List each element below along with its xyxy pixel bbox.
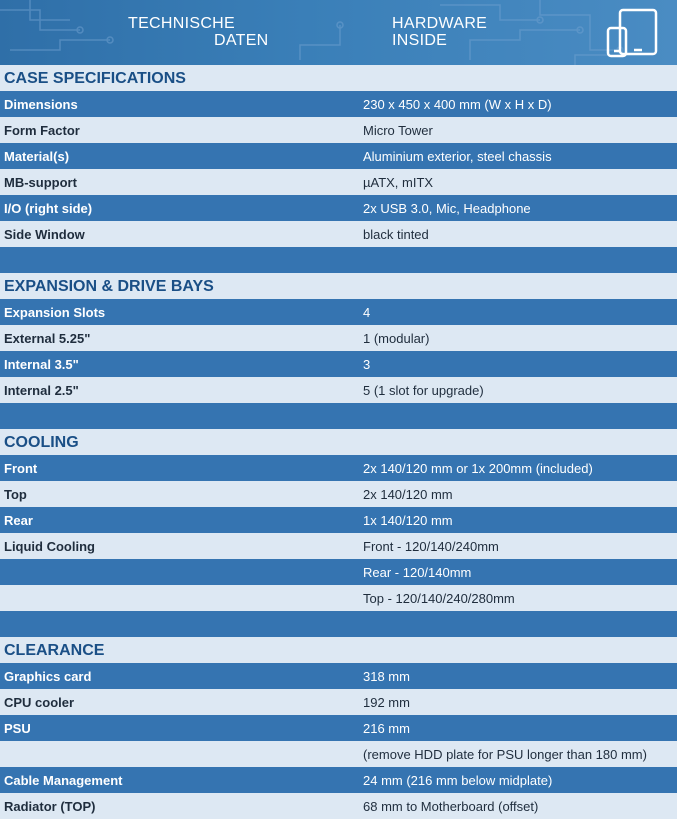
spec-value: (remove HDD plate for PSU longer than 180 mm) [363, 746, 647, 762]
spec-label: Internal 2.5" [4, 382, 79, 398]
spec-label: Cable Management [4, 772, 123, 788]
header-title-line1: TECHNISCHE [128, 15, 236, 32]
spec-row [0, 325, 677, 351]
section-divider [0, 247, 677, 273]
section-header [0, 637, 677, 663]
spec-value: 5 (1 slot for upgrade) [363, 382, 484, 398]
spec-row [0, 351, 677, 377]
spec-value: 3 [363, 356, 371, 372]
spec-value: 2x 140/120 mm [363, 486, 453, 502]
header-banner [0, 0, 677, 65]
spec-row [0, 377, 677, 403]
spec-label: Expansion Slots [4, 304, 106, 320]
circuit-pattern [0, 0, 677, 65]
header-title-line2: DATEN [214, 32, 269, 49]
spec-value: 2x USB 3.0, Mic, Headphone [363, 200, 531, 216]
spec-label: Graphics card [4, 668, 92, 684]
spec-label: Form Factor [4, 122, 80, 138]
spec-value: 192 mm [363, 694, 410, 710]
section-title: CASE SPECIFICATIONS [4, 70, 186, 87]
section-title: CLEARANCE [4, 642, 105, 659]
section-header [0, 65, 677, 91]
spec-value: 230 x 450 x 400 mm (W x H x D) [363, 96, 552, 112]
spec-value: black tinted [363, 226, 429, 242]
spec-value: 24 mm (216 mm below midplate) [363, 772, 553, 788]
spec-label: PSU [4, 720, 31, 736]
header-brand-line1: HARDWARE [392, 15, 488, 32]
spec-label: I/O (right side) [4, 200, 93, 216]
spec-row [0, 689, 677, 715]
spec-row [0, 299, 677, 325]
spec-value: Micro Tower [363, 122, 433, 138]
spec-row [0, 117, 677, 143]
spec-row [0, 455, 677, 481]
spec-row [0, 221, 677, 247]
section-title: EXPANSION & DRIVE BAYS [4, 278, 214, 295]
spec-value: 68 mm to Motherboard (offset) [363, 798, 539, 814]
spec-row [0, 143, 677, 169]
spec-row [0, 507, 677, 533]
spec-row [0, 559, 677, 585]
section-divider [0, 611, 677, 637]
spec-label: Material(s) [4, 148, 70, 164]
spec-value: Top - 120/140/240/280mm [363, 590, 515, 606]
spec-value: 2x 140/120 mm or 1x 200mm (included) [363, 460, 593, 476]
spec-row [0, 533, 677, 559]
section-header [0, 429, 677, 455]
spec-value: 318 mm [363, 668, 410, 684]
spec-label: Liquid Cooling [4, 538, 95, 554]
devices-icon [600, 6, 670, 61]
spec-row [0, 793, 677, 819]
section-title: COOLING [4, 434, 79, 451]
spec-row [0, 767, 677, 793]
spec-value: 4 [363, 304, 371, 320]
spec-label: Side Window [4, 226, 85, 242]
spec-value: 1x 140/120 mm [363, 512, 453, 528]
spec-label: Rear [4, 512, 33, 528]
spec-row [0, 91, 677, 117]
spec-row [0, 715, 677, 741]
spec-value: 1 (modular) [363, 330, 430, 346]
header-brand-line2: INSIDE [392, 32, 448, 49]
spec-table [0, 65, 677, 819]
section-divider [0, 403, 677, 429]
spec-label: Internal 3.5" [4, 356, 79, 372]
spec-label: CPU cooler [4, 694, 75, 710]
spec-row [0, 741, 677, 767]
spec-row [0, 169, 677, 195]
spec-label: Radiator (TOP) [4, 798, 96, 814]
spec-value: Aluminium exterior, steel chassis [363, 148, 552, 164]
spec-value: µATX, mITX [363, 174, 434, 190]
spec-row [0, 195, 677, 221]
spec-row [0, 585, 677, 611]
spec-row [0, 481, 677, 507]
spec-label: Front [4, 460, 38, 476]
section-header [0, 273, 677, 299]
spec-label: Top [4, 486, 27, 502]
spec-label: MB-support [4, 174, 77, 190]
spec-label: Dimensions [4, 96, 78, 112]
spec-row [0, 663, 677, 689]
spec-value: Front - 120/140/240mm [363, 538, 499, 554]
spec-label: External 5.25" [4, 330, 91, 346]
spec-value: 216 mm [363, 720, 410, 736]
spec-value: Rear - 120/140mm [363, 564, 472, 580]
